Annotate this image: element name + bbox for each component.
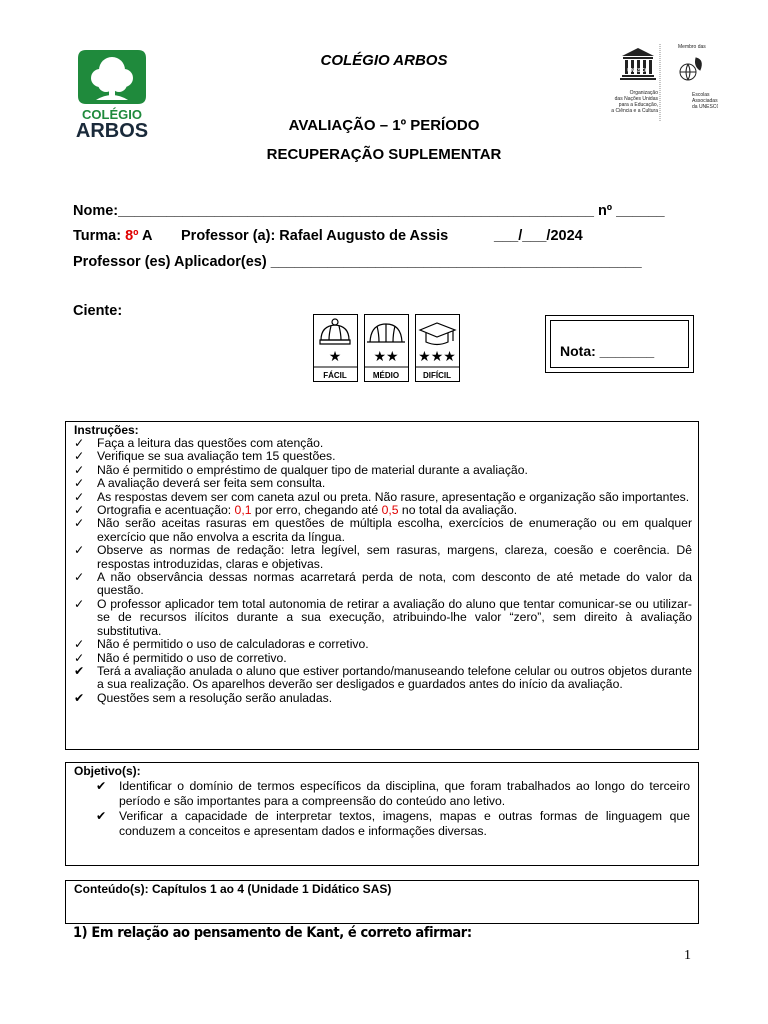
instruction-item: ✓ Não é permitido o uso de corretivo. (74, 650, 287, 665)
check-icon: ✓ (74, 570, 85, 585)
objectives-title: Objetivo(s): (74, 764, 141, 778)
applicator-line (73, 254, 642, 270)
check-icon: ✓ (74, 462, 85, 477)
unesco-right-text-1: Membro das (678, 44, 706, 50)
unesco-left-text-3: para a Educação, (618, 102, 658, 108)
check-icon: ✓ (74, 476, 85, 491)
check-icon: ✔ (96, 779, 107, 793)
content-title: Conteúdo(s): Capítulos 1 ao 4 (Unidade 1 Didático SAS) (74, 882, 392, 896)
name-label: Nome: (73, 203, 119, 219)
instruction-item-ortografia: ✓ Ortografia e acentuação: 0,1 por erro, chegando até 0,5 no total da avaliação. (74, 503, 518, 518)
applicator-label: Professor (es) Aplicador(es) (73, 254, 267, 270)
grade-box (545, 315, 694, 373)
medium-stars: ★★ (373, 348, 399, 364)
unesco-left-text-2: das Nações Unidas (614, 96, 658, 102)
instructions-box (65, 421, 699, 750)
instructions-list (74, 437, 692, 705)
check-icon: ✓ (74, 637, 85, 652)
difficulty-levels (313, 314, 461, 382)
easy-stars: ★ (328, 348, 342, 364)
class-number: 8º (125, 228, 139, 244)
logo-line1: COLÉGIO (82, 107, 142, 122)
unesco-left-text-1: Organização (629, 90, 658, 96)
hard-stars: ★★★ (418, 348, 456, 364)
check-icon: ✔ (74, 663, 85, 678)
check-icon: ✓ (74, 489, 85, 504)
check-icon: ✔ (74, 690, 85, 705)
unesco-left-text-4: a Ciência e a Cultura (611, 108, 658, 114)
teacher-label: Professor (a): Rafael Augusto de Assis (181, 228, 449, 244)
instruction-item: ✓ O professor aplicador tem total autonomia de retirar a avaliação do aluno que tentar comunicar-se ou utilizar-se de recursos ilícitos durante a sua execução, atribuindo-lhe valor “zero”, sem direito à avaliação substitutiva. (74, 596, 692, 638)
instruction-item: ✓ Observe as normas de redação: letra legível, sem rasuras, margens, clareza, coesão e coerência. Dê respostas introduzidas, claras e objetivas. (74, 543, 692, 571)
page-number: 1 (684, 948, 691, 963)
medium-label: MÉDIO (372, 371, 400, 380)
check-icon: ✓ (74, 436, 85, 450)
instruction-item: ✓ A avaliação deverá ser feita sem consulta. (74, 476, 326, 491)
class-letter: A (138, 228, 153, 244)
check-icon: ✓ (74, 503, 85, 518)
applicator-field[interactable]: ______________________________________________ (270, 254, 642, 270)
instruction-item: ✓ Verifique se sua avaliação tem 15 questões. (74, 449, 336, 464)
exam-subtitle: RECUPERAÇÃO SUPLEMENTAR (266, 146, 502, 163)
check-icon: ✓ (74, 449, 85, 464)
school-name: COLÉGIO ARBOS (320, 52, 448, 69)
class-label: Turma: (73, 228, 126, 244)
instruction-item: ✓ Faça a leitura das questões com atenção. (74, 436, 324, 450)
number-field[interactable]: nº ______ (593, 203, 665, 219)
check-icon: ✓ (74, 543, 85, 558)
instruction-item: ✓ Não serão aceitas rasuras em questões de múltipla escolha, exercícios de enumeração ou em qualquer exercício que não envolva a escrita da língua. (74, 516, 692, 544)
instruction-item: ✓ Não é permitido o uso de calculadoras e corretivo. (74, 637, 369, 652)
logo-line2: ARBOS (75, 120, 149, 140)
content-box (65, 880, 699, 924)
ciente-label: Ciente: (73, 303, 123, 319)
instruction-item: ✓ Não é permitido o empréstimo de qualquer tipo de material durante a avaliação. (74, 462, 528, 477)
instruction-item: ✓ As respostas devem ser com caneta azul ou preta. Não rasure, apresentação e organização são importantes. (74, 489, 690, 504)
unesco-right-text-2: Escolas (692, 92, 710, 98)
objectives-box (65, 762, 699, 866)
exam-title: AVALIAÇÃO – 1º PERÍODO (288, 117, 480, 134)
unesco-right-text-3: Associadas (692, 98, 718, 104)
objectives-list (96, 779, 690, 839)
objective-item: ✔ Verificar a capacidade de interpretar textos, imagens, mapas e outras formas de linguagem que conduzem a conceitos e apresentam dados e informações diversas. (96, 809, 690, 838)
instruction-item: ✓ A não observância dessas normas acarretará perda de nota, com desconto de até metade do valor da questão. (74, 570, 692, 598)
check-icon: ✓ (74, 516, 85, 531)
instruction-item: ✔ Terá a avaliação anulada o aluno que estiver portando/manuseando telefone celular ou outros objetos durante a sua realização. Os aparelhos deverão ser desligados e guardados antes do início da avaliação. (74, 663, 692, 692)
hard-label: DIFÍCIL (423, 371, 451, 380)
date-field[interactable]: ___/___/2024 (494, 228, 583, 244)
check-icon: ✓ (74, 596, 85, 611)
unesco-right-text-4: da UNESCO (692, 104, 718, 110)
unesco-word: UNESCO (627, 68, 649, 74)
easy-label: FÁCIL (323, 371, 347, 380)
name-line (73, 203, 665, 219)
check-icon: ✔ (96, 809, 107, 823)
name-field[interactable]: ___________________________________________________________ (118, 203, 594, 219)
instruction-item: ✔ Questões sem a resolução serão anuladas. (74, 690, 333, 705)
question-1: 1) Em relação ao pensamento de Kant, é correto afirmar: (73, 925, 472, 941)
instructions-title: Instruções: (74, 423, 139, 437)
check-icon: ✓ (74, 650, 85, 665)
objective-item: ✔ Identificar o domínio de termos específicos da disciplina, que foram trabalhados ao longo do terceiro período e são importantes para a compreensão do conteúdo ano letivo. (96, 779, 690, 808)
class-line (73, 228, 152, 244)
grade-field[interactable]: Nota: _______ (560, 343, 655, 359)
